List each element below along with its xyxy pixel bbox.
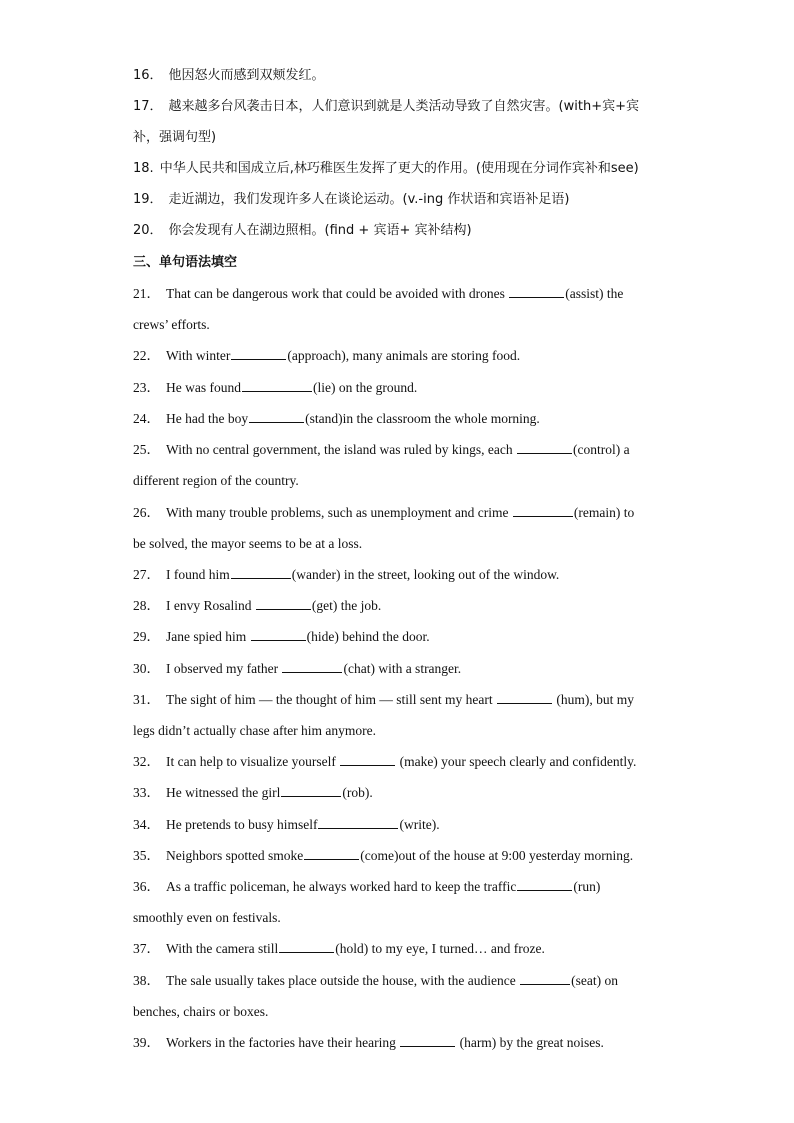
- item-text-after: (seat) on: [571, 973, 618, 988]
- item-text-before: I found him: [166, 567, 230, 582]
- fill-in-line: [133, 472, 693, 490]
- item-number: 16．: [133, 68, 163, 83]
- item-text-before: The sale usually takes place outside the house, with the audience: [166, 973, 520, 988]
- item-text: 补，强调句型): [133, 130, 217, 145]
- fill-in-line: [133, 566, 693, 584]
- item-number: 33．: [133, 785, 160, 800]
- item-text-before: benches, chairs or boxes.: [133, 1004, 269, 1019]
- item-text-after: (stand)in the classroom the whole morning.: [305, 411, 540, 426]
- item-number: 27．: [133, 567, 160, 582]
- item-number: 28．: [133, 598, 160, 613]
- item-text-before: He had the boy: [166, 411, 249, 426]
- item-text-before: be solved, the mayor seems to be at a loss.: [133, 536, 363, 551]
- item-text: 中华人民共和国成立后,林巧稚医生发挥了更大的作用。(使用现在分词作宾补和see): [159, 161, 639, 176]
- fill-in-line: [133, 1003, 693, 1021]
- item-text-before: With many trouble problems, such as unemployment and crime: [166, 505, 512, 520]
- item-text-after: (remain) to: [573, 505, 635, 520]
- item-number: 26．: [133, 505, 160, 520]
- item-text-before: With the camera still: [166, 941, 279, 956]
- translation-line: [133, 67, 693, 85]
- item-text-before: I envy Rosalind: [166, 598, 255, 613]
- fill-in-line: [133, 753, 693, 771]
- item-text-before: It can help to visualize yourself: [166, 754, 340, 769]
- item-text-before: I observed my father: [166, 661, 282, 676]
- item-text-before: That can be dangerous work that could be avoided with drones: [166, 286, 509, 301]
- fill-in-line: [133, 784, 693, 802]
- fill-in-line: [133, 660, 693, 678]
- translation-line: [133, 129, 693, 147]
- item-number: 22．: [133, 348, 160, 363]
- translation-line: [133, 98, 693, 116]
- fill-in-line: [133, 878, 693, 896]
- answer-blank[interactable]: [249, 410, 304, 423]
- item-text-after: (run): [573, 879, 601, 894]
- answer-blank[interactable]: [304, 847, 359, 860]
- item-number: 39．: [133, 1035, 160, 1050]
- fill-in-line: [133, 972, 693, 990]
- fill-in-line: [133, 441, 693, 459]
- item-text-before: With winter: [166, 348, 231, 363]
- answer-blank[interactable]: [517, 878, 572, 891]
- fill-in-line: [133, 316, 693, 334]
- item-text-after: (harm) by the great noises.: [456, 1035, 604, 1050]
- item-number: 32．: [133, 754, 160, 769]
- answer-blank[interactable]: [318, 816, 398, 829]
- item-number: 19．: [133, 192, 163, 207]
- answer-blank[interactable]: [509, 285, 564, 298]
- answer-blank[interactable]: [279, 940, 334, 953]
- item-text-after: (hum), but my: [552, 692, 634, 707]
- item-text: 他因怒火而感到双颊发红。: [168, 68, 325, 83]
- fill-in-line: [133, 940, 693, 958]
- item-number: 29．: [133, 629, 160, 644]
- fill-in-line: [133, 379, 693, 397]
- item-text-before: He witnessed the girl: [166, 785, 281, 800]
- item-text-before: The sight of him — the thought of him — still sent my heart: [166, 692, 496, 707]
- fill-in-line: [133, 722, 693, 740]
- item-text-after: (assist) the: [565, 286, 624, 301]
- item-text-after: (chat) with a stranger.: [343, 661, 462, 676]
- item-text-before: He was found: [166, 380, 241, 395]
- answer-blank[interactable]: [513, 504, 573, 517]
- fill-in-line: [133, 285, 693, 303]
- item-text-after: (make) your speech clearly and confidently.: [396, 754, 637, 769]
- item-number: 21．: [133, 286, 160, 301]
- item-text-after: (come)out of the house at 9:00 yesterday morning.: [360, 848, 634, 863]
- section-heading: 三、单句语法填空: [133, 255, 238, 270]
- item-text-after: (get) the job.: [311, 598, 382, 613]
- item-text-before: crews’ efforts.: [133, 317, 210, 332]
- item-number: 37．: [133, 941, 160, 956]
- fill-in-line: [133, 816, 693, 834]
- item-text-before: Jane spied him: [166, 629, 250, 644]
- item-text-after: (approach), many animals are storing food.: [287, 348, 521, 363]
- item-text-after: (write).: [399, 817, 440, 832]
- item-text-before: Neighbors spotted smoke: [166, 848, 304, 863]
- fill-in-line: [133, 691, 693, 709]
- answer-blank[interactable]: [340, 753, 395, 766]
- answer-blank[interactable]: [520, 972, 570, 985]
- fill-in-line: [133, 847, 693, 865]
- item-number: 25．: [133, 442, 160, 457]
- translation-line: [133, 160, 693, 178]
- answer-blank[interactable]: [400, 1034, 455, 1047]
- item-text-before: Workers in the factories have their hearing: [166, 1035, 400, 1050]
- item-text: 越来越多台风袭击日本，人们意识到就是人类活动导致了自然灾害。(with+宾+宾: [168, 99, 639, 114]
- item-number: 36．: [133, 879, 160, 894]
- answer-blank[interactable]: [231, 347, 286, 360]
- fill-in-line: [133, 909, 693, 927]
- item-number: 23．: [133, 380, 160, 395]
- item-number: 24．: [133, 411, 160, 426]
- answer-blank[interactable]: [281, 784, 341, 797]
- item-number: 35．: [133, 848, 160, 863]
- answer-blank[interactable]: [517, 441, 572, 454]
- answer-blank[interactable]: [497, 691, 552, 704]
- item-number: 17．: [133, 99, 163, 114]
- item-number: 38．: [133, 973, 160, 988]
- fill-in-line: [133, 1034, 693, 1052]
- item-text: 你会发现有人在湖边照相。(find + 宾语+ 宾补结构): [168, 223, 472, 238]
- item-number: 30．: [133, 661, 160, 676]
- answer-blank[interactable]: [256, 597, 311, 610]
- item-text-before: With no central government, the island was ruled by kings, each: [166, 442, 516, 457]
- item-number: 34．: [133, 817, 160, 832]
- translation-line: [133, 222, 693, 240]
- fill-in-line: [133, 535, 693, 553]
- answer-blank[interactable]: [251, 628, 306, 641]
- item-text-before: As a traffic policeman, he always worked hard to keep the traffic: [166, 879, 517, 894]
- item-text-before: legs didn’t actually chase after him anymore.: [133, 723, 377, 738]
- item-number: 20．: [133, 223, 163, 238]
- translation-line: [133, 191, 693, 209]
- item-text-after: (lie) on the ground.: [312, 380, 418, 395]
- item-text-after: (hold) to my eye, I turned… and froze.: [335, 941, 545, 956]
- fill-in-line: [133, 410, 693, 428]
- item-text-after: (wander) in the street, looking out of the window.: [291, 567, 560, 582]
- item-text-before: different region of the country.: [133, 473, 299, 488]
- item-text-before: smoothly even on festivals.: [133, 910, 281, 925]
- answer-blank[interactable]: [242, 379, 312, 392]
- answer-blank[interactable]: [282, 660, 342, 673]
- item-text-after: (control) a: [573, 442, 630, 457]
- item-text: 走近湖边，我们发现许多人在谈论运动。(v.-ing 作状语和宾语补足语): [168, 192, 570, 207]
- fill-in-line: [133, 504, 693, 522]
- item-text-before: He pretends to busy himself: [166, 817, 318, 832]
- fill-in-line: [133, 628, 693, 646]
- fill-in-line: [133, 347, 693, 365]
- answer-blank[interactable]: [231, 566, 291, 579]
- fill-in-line: [133, 597, 693, 615]
- item-number: 31．: [133, 692, 160, 707]
- item-text-after: (rob).: [342, 785, 373, 800]
- item-text-after: (hide) behind the door.: [306, 629, 430, 644]
- item-number: 18.: [133, 161, 154, 176]
